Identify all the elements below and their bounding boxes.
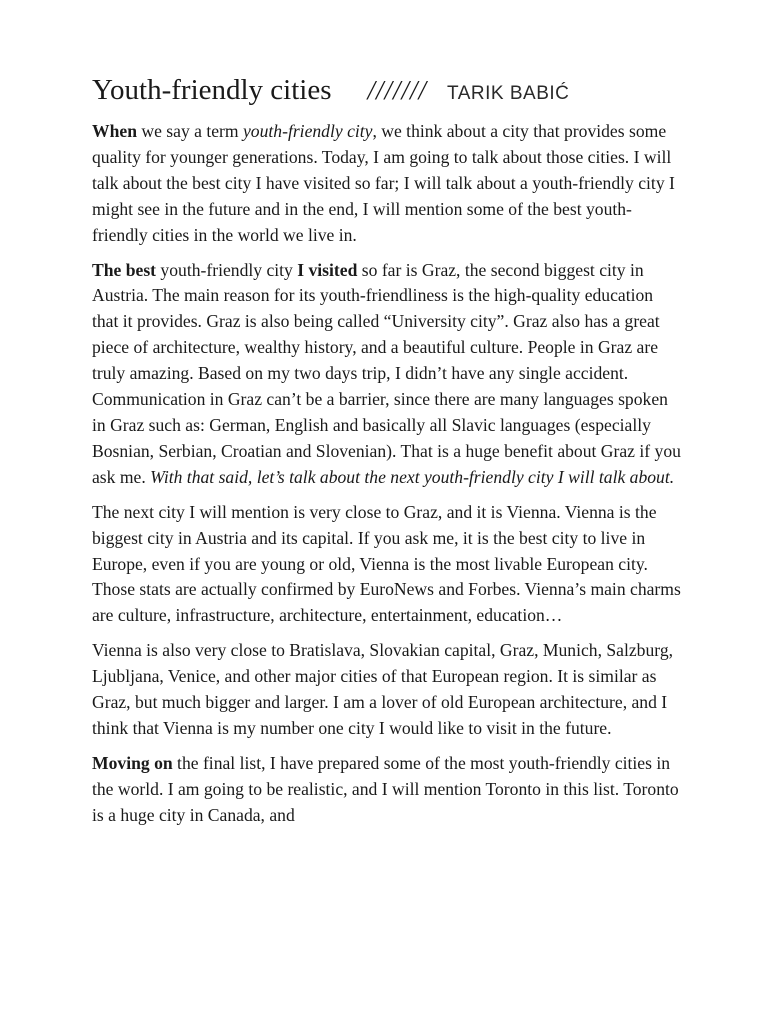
paragraph-text: we say a term bbox=[136, 121, 243, 141]
paragraph-emphasis: youth-friendly city bbox=[243, 121, 373, 141]
paragraph-vienna: The next city I will mention is very close to Graz, and it is Vienna. Vienna is the biggest city in Austria and its capital. If you ask me, it is the best city to live in Europe, even if you are young or old, Vienna is the most livable European city. Those stats are actually confirmed by EuroNews and Forbes. Vienna’s main charms are culture, infrastructure, architecture, entertainment, education… bbox=[92, 501, 681, 626]
paragraph-text: the final list, I have prepared some of the most youth-friendly cities in the world. I am going to be realistic, and I will mention Toronto in this list. Toronto is a huge city in Canada, and bbox=[92, 752, 679, 825]
paragraph-emphasis: With that said, let’s talk about the next youth-friendly city I will talk about. bbox=[150, 466, 675, 487]
paragraph-text: so far is Graz, the second biggest city in Austria. The main reason for its youth-friendliness is the high-quality education that it provides. Graz is also being called “University city”. Graz also has a great piece of architecture, wealthy history, and a beautiful culture. People in Graz are truly amazing. Based on my two days trip, I didn’t have any single accident. Communication in Graz can’t be a barrier, since there are many languages spoken in Graz such as: German, English and basically all Slavic languages (especially Bosnian, Serbian, Croatian and Slovenian). That is a huge benefit about Graz if you ask me. bbox=[92, 259, 681, 487]
paragraph-lead: The best bbox=[92, 259, 157, 280]
paragraph-lead: Moving on bbox=[92, 752, 173, 773]
title-row bbox=[92, 74, 682, 107]
title-separator: /////// bbox=[367, 75, 428, 105]
article-title: Youth-friendly cities bbox=[92, 74, 332, 106]
paragraph-vienna-region: Vienna is also very close to Bratislava, Slovakian capital, Graz, Munich, Salzburg, Ljubljana, Venice, and other major cities of that European region. It is similar as Graz, but much bigger and larger. I am a lover of old European architecture, and I think that Vienna is my number one city I would like to visit in the future. bbox=[92, 640, 674, 738]
paragraph-bold: I visited bbox=[297, 259, 358, 280]
paragraph-moving-on bbox=[92, 751, 682, 829]
paragraph-lead: When bbox=[92, 121, 137, 141]
document-page bbox=[92, 74, 682, 838]
author-name: TARIK BABIĆ bbox=[447, 83, 570, 104]
paragraph-text: youth-friendly city bbox=[156, 259, 298, 280]
paragraph-text: , we think about a city that provides some quality for younger generations. Today, I am going to talk about those cities. I will talk about the best city I have visited so far; I will talk about a youth-friendly city I might see in the future and in the end, I will mention some of the best youth-friendly cities in the world we live in. bbox=[92, 121, 675, 245]
paragraph-intro bbox=[92, 119, 682, 249]
paragraph-graz bbox=[92, 258, 682, 491]
